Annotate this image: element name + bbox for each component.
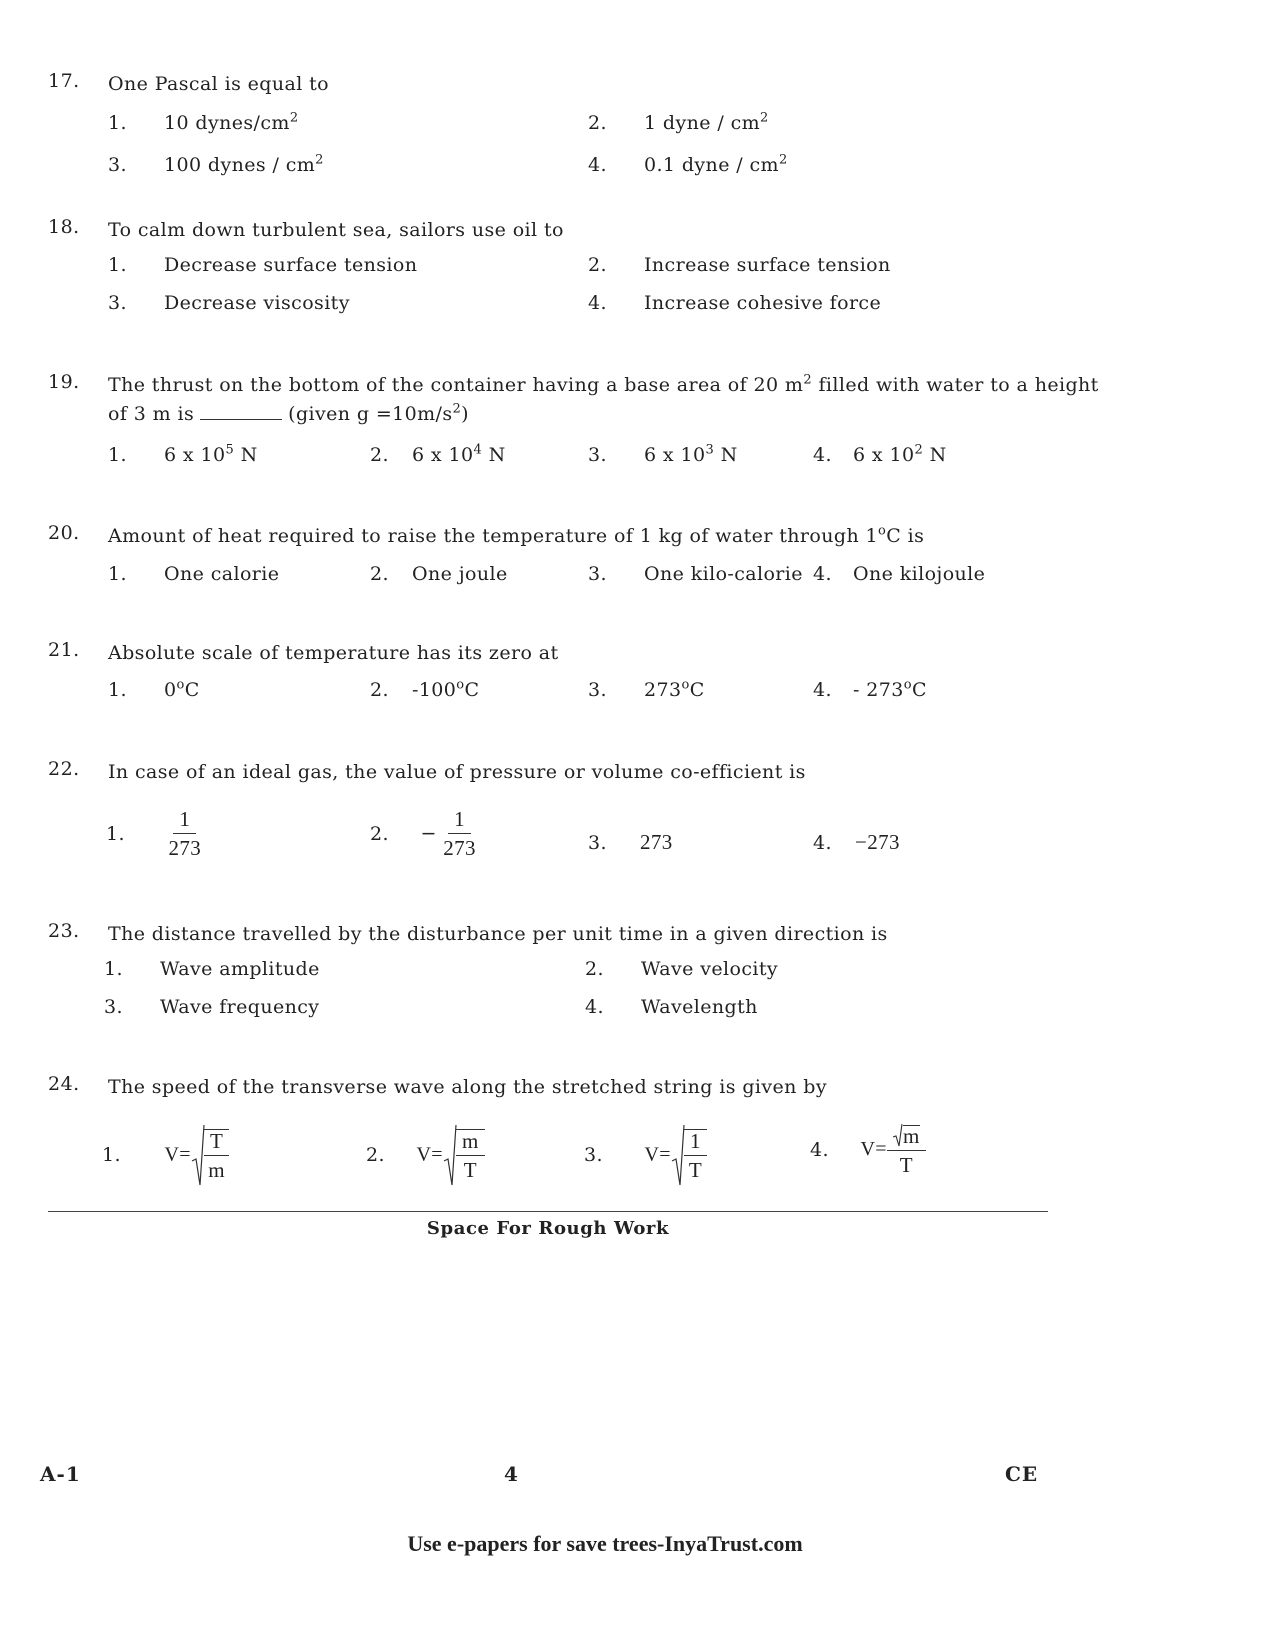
fraction: $\frac{1}{273}$ xyxy=(168,807,202,860)
option-4: 4. Increase cohesive force xyxy=(588,292,882,314)
question-number: 20. xyxy=(48,522,80,544)
question-number: 22. xyxy=(48,758,80,780)
option-1: 1. 0$^o$C xyxy=(108,677,200,701)
option-2: 2. V= $\frac{m}{T}$ xyxy=(366,1123,485,1187)
option-2: 2. Increase surface tension xyxy=(588,254,891,276)
option-1: 1. V= $\frac{T}{m}$ xyxy=(102,1123,229,1187)
rough-work-label: Space For Rough Work xyxy=(426,1218,670,1239)
question-text: In case of an ideal gas, the value of pressure or volume co-efficient is xyxy=(108,761,806,783)
question-text: To calm down turbulent sea, sailors use oil to xyxy=(108,219,564,241)
booklet-code: A-1 xyxy=(40,1462,81,1486)
option-2: 2. 1 dyne / $cm^2$ xyxy=(588,110,769,134)
fraction: $\frac{1}{273}$ xyxy=(443,807,476,860)
option-2: 2. 6 x $10^4$ N xyxy=(370,442,506,466)
radical-expression: V= $\frac{1}{T}$ xyxy=(644,1123,706,1187)
page-number: 4 xyxy=(504,1462,518,1486)
question-number: 23. xyxy=(48,920,80,942)
option-3: 3. 273 xyxy=(588,830,673,854)
promo-banner: Use e-papers for save trees-InyaTrust.com xyxy=(407,1531,803,1556)
option-4: 4. One kilojoule xyxy=(813,563,986,585)
option-4: 4. 0.1 dyne / $cm^2$ xyxy=(588,152,788,176)
option-3: 3. 6 x $10^3$ N xyxy=(588,442,738,466)
option-4: 4. - 273$^o$C xyxy=(813,677,927,701)
question-text: The distance travelled by the disturbance per unit time in a given direction is xyxy=(108,923,888,945)
option-4: 4. 6 x $10^2$ N xyxy=(813,442,947,466)
option-2: 2. -100$^o$C xyxy=(370,677,480,701)
option-3: 3. One kilo-calorie xyxy=(588,563,803,585)
radical-expression: V= $\frac{m}{T}$ xyxy=(860,1123,925,1176)
option-1: 1. One calorie xyxy=(108,563,280,585)
question-number: 19. xyxy=(48,371,80,393)
option-4: 4. Wavelength xyxy=(585,996,758,1018)
option-3: 3. 273$^o$C xyxy=(588,677,705,701)
question-text: The speed of the transverse wave along the stretched string is given by xyxy=(108,1076,827,1098)
question-text: Absolute scale of temperature has its zero at xyxy=(108,642,559,664)
option-2: 2. Wave velocity xyxy=(585,958,779,980)
question-text: One Pascal is equal to xyxy=(108,73,330,95)
question-number: 24. xyxy=(48,1073,80,1095)
radical-expression: V= $\frac{m}{T}$ xyxy=(416,1123,484,1187)
radical-expression: V= $\frac{T}{m}$ xyxy=(164,1123,229,1187)
option-1: 1. 6 x $10^5$ N xyxy=(108,442,258,466)
option-1: 1. Decrease surface tension xyxy=(108,254,418,276)
question-number: 21. xyxy=(48,639,80,661)
option-3: 3. V= $\frac{1}{T}$ xyxy=(584,1123,707,1187)
answer-blank xyxy=(200,405,282,420)
question-number: 17. xyxy=(48,70,80,92)
option-1: 1. 10 dynes/$cm^2$ xyxy=(108,110,299,134)
option-1: 1. $\frac{1}{273}$ xyxy=(106,807,202,860)
question-text: Amount of heat required to raise the temperature of 1 kg of water through 1$^o$C is xyxy=(108,523,925,547)
option-1: 1. Wave amplitude xyxy=(104,958,320,980)
question-text: The thrust on the bottom of the container having a base area of 20 $m^2$ filled with water to a height of 3 m is (given $g =10m/s^2$) xyxy=(108,372,1099,425)
option-2: 2. − $\frac{1}{273}$ xyxy=(370,807,476,860)
option-4: 4. V= $\frac{m}{T}$ xyxy=(810,1123,926,1176)
option-4: 4. −273 xyxy=(813,830,900,854)
option-3: 3. Decrease viscosity xyxy=(108,292,350,314)
option-2: 2. One joule xyxy=(370,563,508,585)
rough-work-divider xyxy=(48,1211,1048,1212)
option-3: 3. Wave frequency xyxy=(104,996,320,1018)
option-3: 3. 100 dynes / $cm^2$ xyxy=(108,152,324,176)
question-number: 18. xyxy=(48,216,80,238)
subject-code: CE xyxy=(1005,1462,1039,1486)
